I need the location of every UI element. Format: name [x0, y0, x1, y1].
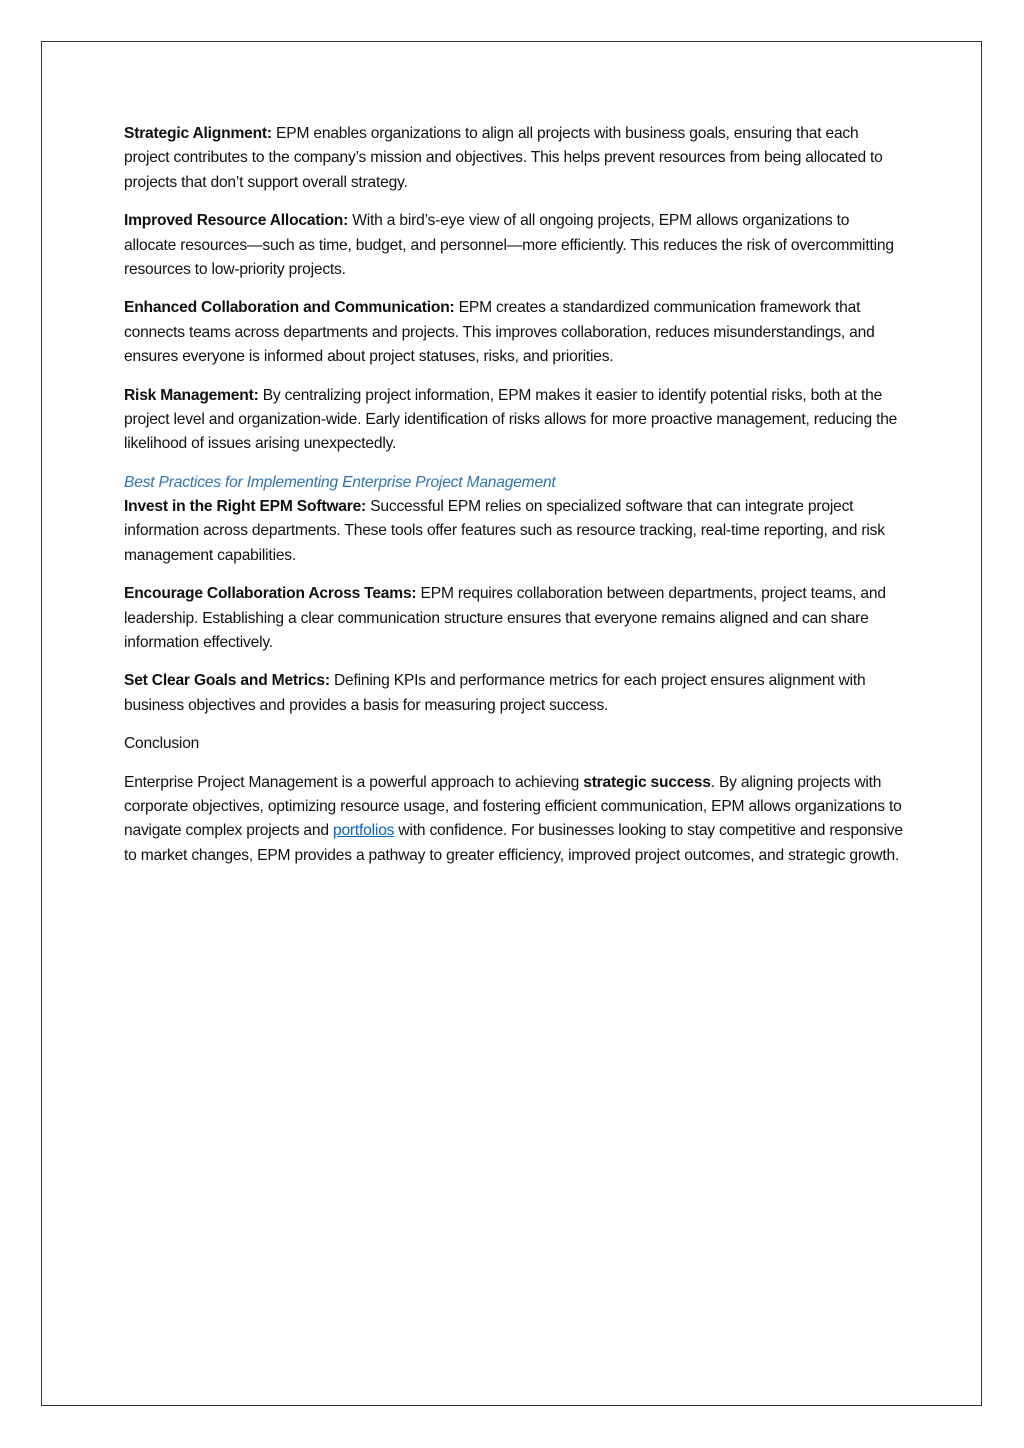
paragraph-label: Risk Management:: [124, 386, 259, 404]
conclusion-text-middle: . By aligning projects with corporate objectives, optimizing resource usage, and fostering efficient communication, EPM allows organizations to navigate complex projects and: [124, 773, 902, 840]
paragraph-text: With a bird’s-eye view of all ongoing projects, EPM allows organizations to allocate resources—such as time, budget, and personnel—more efficiently. This reduces the risk of overcommitting resources to low-priority projects.: [124, 212, 894, 279]
paragraph-text: EPM creates a standardized communication framework that connects teams across departments and projects. This improves collaboration, reduces misunderstandings, and ensures everyone is informed about project statuses, risks, and priorities.: [124, 299, 875, 366]
paragraph-conclusion: [124, 771, 904, 869]
paragraph-label: Enhanced Collaboration and Communication:: [124, 299, 455, 317]
conclusion-text-start: Enterprise Project Management is a powerful approach to achieving: [124, 773, 584, 791]
conclusion-bold-phrase: strategic success: [583, 773, 711, 791]
paragraph-label: Encourage Collaboration Across Teams:: [124, 585, 417, 603]
paragraph-encourage-collaboration: [124, 582, 904, 655]
conclusion-heading: Conclusion: [124, 735, 200, 753]
paragraph-strategic-alignment: [124, 122, 904, 195]
paragraph-text: Successful EPM relies on specialized software that can integrate project information across departments. These tools offer features such as resource tracking, real-time reporting, and risk management capabilities.: [124, 497, 885, 564]
best-practices-heading: Best Practices for Implementing Enterprise Project Management: [124, 473, 556, 491]
paragraph-label: Invest in the Right EPM Software:: [124, 497, 367, 515]
portfolios-link[interactable]: portfolios: [332, 822, 395, 840]
paragraph-resource-allocation: [124, 209, 904, 282]
paragraph-label: Set Clear Goals and Metrics:: [124, 672, 330, 690]
conclusion-text-end: with confidence. For businesses looking to stay competitive and responsive to market changes, EPM provides a pathway to greater efficiency, improved project outcomes, and strategic growth.: [124, 822, 903, 864]
paragraph-text: By centralizing project information, EPM makes it easier to identify potential risks, both at the project level and organization-wide. Early identification of risks allows for more proactive management, reducing the likelihood of issues arising unexpectedly.: [124, 386, 898, 453]
paragraph-label: Improved Resource Allocation:: [124, 212, 349, 230]
document-body: [124, 122, 904, 882]
paragraph-invest-software: [124, 495, 904, 568]
paragraph-text: EPM requires collaboration between departments, project teams, and leadership. Establishing a clear communication structure ensures that everyone remains aligned and can share information effectively.: [124, 585, 886, 651]
paragraph-text: Defining KPIs and performance metrics for each project ensures alignment with business objectives and provides a basis for measuring project success.: [124, 672, 866, 714]
paragraph-text: EPM enables organizations to align all projects with business goals, ensuring that each project contributes to the company’s mission and objectives. This helps prevent resources from being allocated to projects that don’t support overall strategy.: [124, 125, 883, 191]
paragraph-collaboration-communication: [124, 296, 904, 369]
paragraph-goals-metrics: [124, 669, 904, 718]
paragraph-label: Strategic Alignment:: [124, 125, 272, 142]
paragraph-risk-management: [124, 384, 904, 457]
